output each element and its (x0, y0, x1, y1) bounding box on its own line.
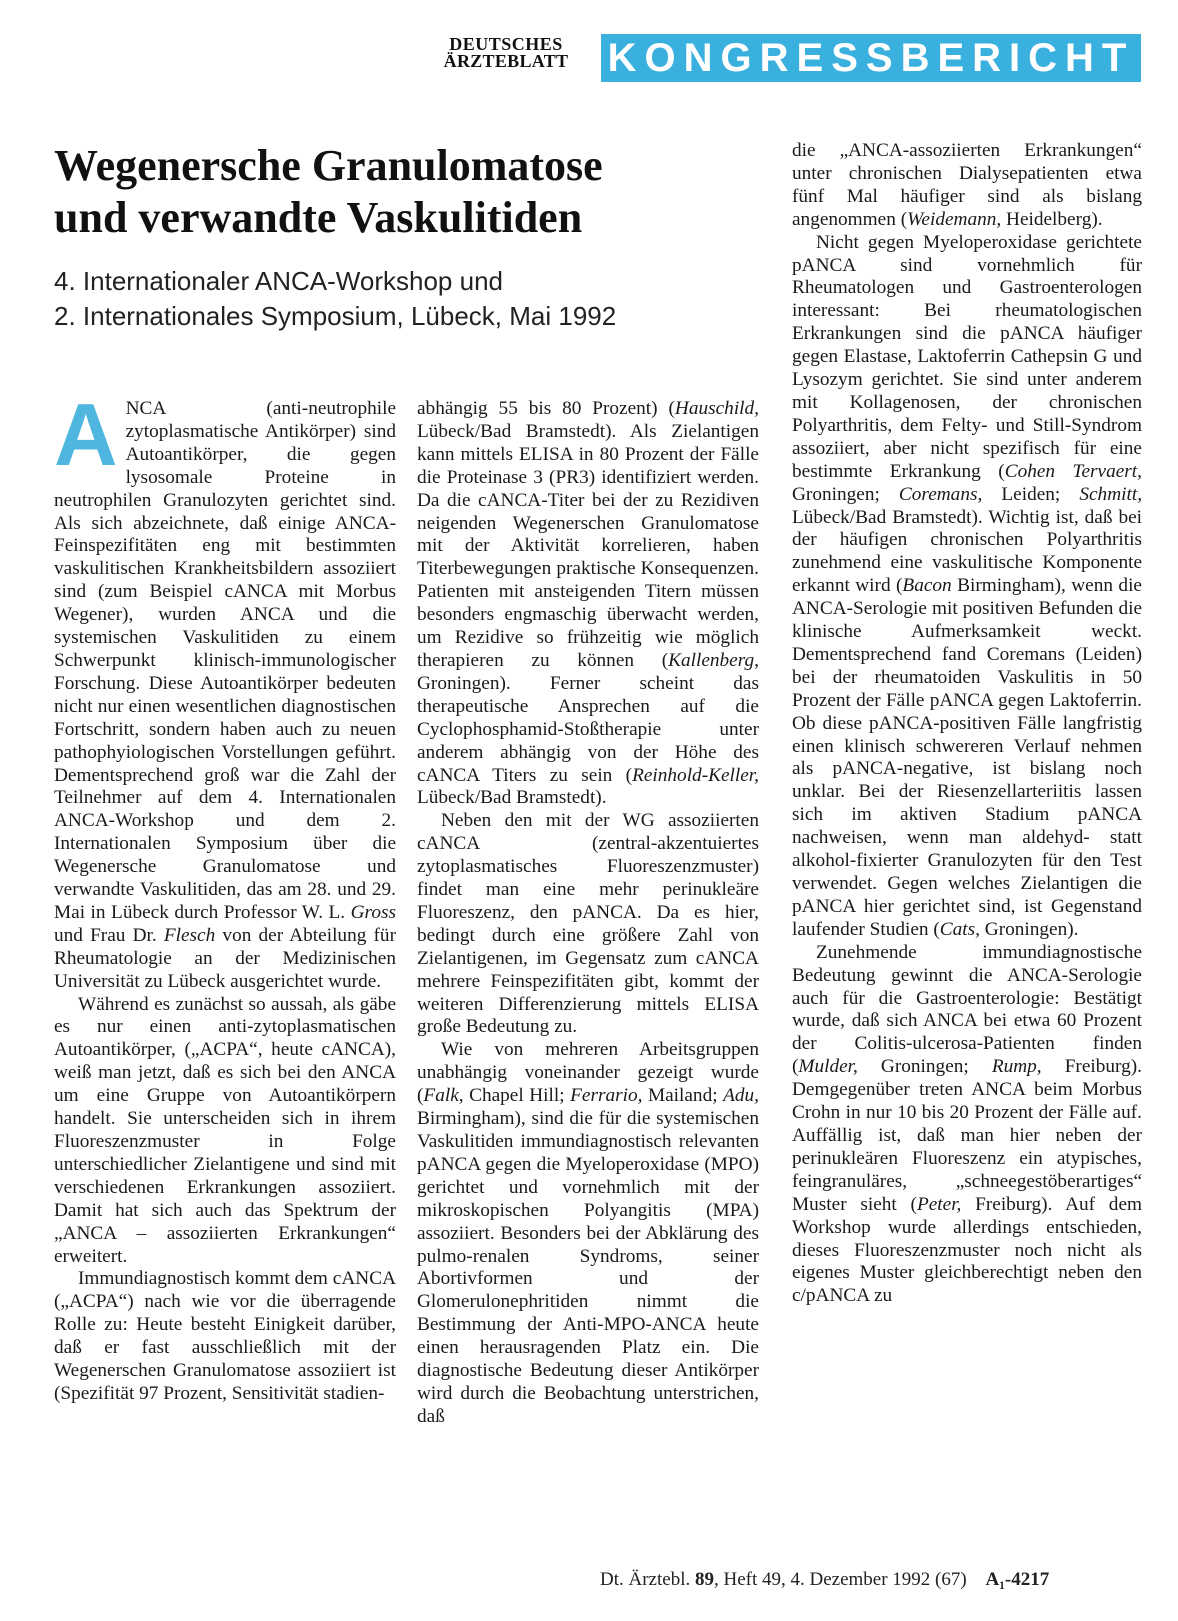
text-column-2 (417, 398, 759, 1429)
author-name: Kallenberg, (668, 649, 759, 671)
author-name: Weidemann, (907, 208, 1002, 230)
title-line-1: Wegenersche Granulomatose (54, 141, 603, 190)
page-number: A₁-4217 (985, 1569, 1050, 1590)
paragraph: Immundiagnostisch kommt dem cANCA („ACPA“) nach wie vor die überragende Rolle zu: Heute besteht Einigkeit darüber, daß er fast ausschließlich mit der Wegenerschen Granulomatose assoziiert ist (Spezifität 97 Prozent, Sensitivität stadien- (54, 1268, 396, 1404)
title-line-2: und verwandte Vaskulitiden (54, 193, 583, 242)
author-name: Gross (350, 901, 396, 923)
journal-brand (422, 36, 590, 70)
paragraph: Zunehmende immundiagnostische Bedeutung gewinnt die ANCA-Serologie auch für die Gastroenterologie: Bestätigt wurde, daß sich ANCA bei etwa 60 Prozent der Colitis-ulcerosa-Patienten finden (Mulder, Groningen; Rump, Freiburg). Demgegenüber treten ANCA beim Morbus Crohn in nur 10 bis 20 Prozent der Fälle auf. Auffällig ist, daß man hier neben der perinukleären Fluoreszenz ein atypisches, feingranuläres, „schneegestöberartiges“ Muster sieht (Peter, Freiburg). Auf dem Workshop wurde allerdings entschieden, dieses Fluoreszenzmuster noch nicht als eigenes Muster gleichberechtigt neben den c/pANCA zu (792, 941, 1142, 1307)
paragraph: abhängig 55 bis 80 Prozent) (Hauschild, Lübeck/Bad Bramstedt). Als Zielantigen kann mittels ELISA in 80 Prozent der Fälle die Proteinase 3 (PR3) identifiziert werden. Da die cANCA-Titer bei der zu Rezidiven neigenden Wegenerschen Granulomatose mit der Aktivität korrelieren, haben Titerbewegungen praktische Konsequenzen. Patienten mit ansteigenden Titern müssen besonders engmaschig überwacht werden, um Rezidive so frühzeitig wie möglich therapieren zu können (Kallenberg, Groningen). Ferner scheint das therapeutische Ansprechen auf die Cyclophosphamid-Stoßtherapie unter anderem abhängig von der Höhe des cANCA Titers zu sein (Reinhold-Keller, Lübeck/Bad Bramstedt). (417, 398, 759, 809)
paragraph: Neben den mit der WG assoziierten cANCA (zentral-akzentuiertes zytoplasmatisches Fluoreszenzmuster) findet man eine mehr perinukleäre Fluoreszenz, den pANCA. Da es hier, bedingt durch eine größere Zahl von Zielantigenen, im Gegensatz zum cANCA mehrere Feinspezifitäten gibt, kommt der weiteren Differenzierung mittels ELISA große Bedeutung zu. (417, 810, 759, 1038)
author-name: Ferrario, (570, 1085, 643, 1107)
author-name: Falk, (423, 1085, 464, 1107)
section-banner: KONGRESSBERICHT (601, 34, 1141, 82)
page-footer (600, 1569, 1160, 1591)
article-subtitle (54, 264, 754, 334)
author-name: Cohen Tervaert, (1004, 460, 1142, 482)
paragraph: Während es zunächst so aussah, als gäbe es nur einen anti-zytoplasmatischen Autoantikörper, („ACPA“, heute cANCA), weiß man jetzt, daß es sich bei den ANCA um eine Gruppe von Autoantikörpern handelt. Sie unterscheiden sich in ihrem Fluoreszenzmuster in Folge unterschiedlicher Zielantigene und sind mit verschiedenen Erkrankungen assoziiert. Damit hat sich auch das Spektrum der „ANCA – assoziierten Erkrankungen“ erweitert. (54, 993, 396, 1267)
text-column-3 (792, 140, 1142, 1308)
author-name: Coremans, (898, 483, 983, 505)
paragraph: ANCA (anti-neutrophile zytoplasmatische Antikörper) sind Autoantikörper, die gegen lysosomale Proteine in neutrophilen Granulozyten gerichtet sind. Als sich abzeichnete, daß einige ANCA-Feinspezifitäten eng mit bestimmten vaskulitischen Krankheitsbildern assoziiert sind (zum Beispiel cANCA mit Morbus Wegener), wurden ANCA und die systemischen Vaskulitiden zu einem Schwerpunkt klinisch-immunologischer Forschung. Diese Autoantikörper bedeuten nicht nur einen wesentlichen diagnostischen Fortschritt, sondern haben auch zu neuen pathophyiologischen Vorstellungen geführt. Dementsprechend groß war die Zahl der Teilnehmer auf dem 4. Internationalen ANCA-Workshop und dem 2. Internationalen Symposium über die Wegenersche Granulomatose und verwandte Vaskulitiden, das am 28. und 29. Mai in Lübeck durch Professor W. L. Gross und Frau Dr. Flesch von der Abteilung für Rheumatologie an der Medizinischen Universität zu Lübeck ausgerichtet wurde. (54, 385, 396, 992)
author-name: Schmitt, (1079, 483, 1143, 505)
author-name: Cats, (939, 918, 980, 940)
author-name: Rump, (991, 1056, 1042, 1078)
author-name: Hauschild, (674, 398, 759, 419)
article-title (54, 140, 754, 244)
subtitle-line-2: 2. Internationales Symposium, Lübeck, Mai 1992 (54, 301, 617, 331)
author-name: Reinhold-Keller, (632, 764, 759, 786)
text-column-1 (54, 385, 396, 1406)
paragraph: Wie von mehreren Arbeitsgruppen unabhängig voneinander gezeigt wurde (Falk, Chapel Hill; Ferrario, Mailand; Adu, Birmingham), sind die für die systemischen Vaskulitiden immundiagnostisch relevanten pANCA gegen die Myeloperoxidase (MPO) gerichtet und vornehmlich mit der mikroskopischen Polyangitis (MPA) assoziiert. Besonders bei der Abklärung des pulmo-renalen Syndroms, seiner Abortivformen und der Glomerulonephritiden nimmt die Bestimmung der Anti-MPO-ANCA heute einen herausragenden Platz ein. Die diagnostische Bedeutung dieser Antikörper wird durch die Beobachtung unterstrichen, daß (417, 1039, 759, 1427)
paragraph: Nicht gegen Myeloperoxidase gerichtete pANCA sind vornehmlich für Rheumatologen und Gastroenterologen interessant: Bei rheumatologischen Erkrankungen sind die pANCA häufiger gegen Elastase, Laktoferrin Cathepsin G und Lysozym gerichtet. Sie sind unter anderem mit Kollagenosen, der chronischen Polyarthritis, dem Felty- und Still-Syndrom assoziiert, aber nicht spezifisch für eine bestimmte Erkrankung (Cohen Tervaert, Groningen; Coremans, Leiden; Schmitt, Lübeck/Bad Bramstedt). Wichtig ist, daß bei der häufigen chronischen Polyarthritis zunehmend eine vaskulitische Komponente erkannt wird (Bacon Birmingham), wenn die ANCA-Serologie mit positiven Befunden die klinische Aufmerksamkeit weckt. Dementsprechend fand Coremans (Leiden) bei der rheumatoiden Vaskulitis in 50 Prozent der Fälle pANCA gegen Laktoferrin. Ob diese pANCA-positiven Fälle langfristig einen klinisch schwereren Verlauf nehmen als pANCA-negative, ist bislang noch unklar. Bei der Riesenzellarteriitis lassen sich im aktiven Stadium pANCA nachweisen, wenn man aldehyd- statt alkohol-fixierter Granulozyten für den Test verwendet. Gegen welches Zielantigen die pANCA hier gerichtet sind, ist Gegenstand laufender Studien (Cats, Groningen). (792, 231, 1143, 940)
footer-journal: Dt. Ärztebl. (600, 1569, 691, 1590)
brand-line-1: DEUTSCHES (449, 34, 563, 54)
subtitle-line-1: 4. Internationaler ANCA-Workshop und (54, 266, 503, 296)
author-name: Adu, (723, 1085, 759, 1107)
author-name: Mulder, (798, 1056, 858, 1078)
author-name: Bacon (902, 575, 952, 597)
brand-line-2: ÄRZTEBLATT (443, 51, 569, 71)
footer-volume: 89 (694, 1569, 714, 1590)
author-name: Peter, (916, 1193, 962, 1215)
paragraph: die „ANCA-assoziierten Erkrankungen“ unter chronischen Dialysepatienten etwa fünf Mal häufiger sind als bislang angenommen (Weidemann, Heidelberg). (792, 140, 1142, 230)
author-name: Flesch (163, 924, 216, 946)
footer-issue: , Heft 49, 4. Dezember 1992 (67) (713, 1569, 967, 1590)
drop-cap: A (54, 385, 118, 484)
